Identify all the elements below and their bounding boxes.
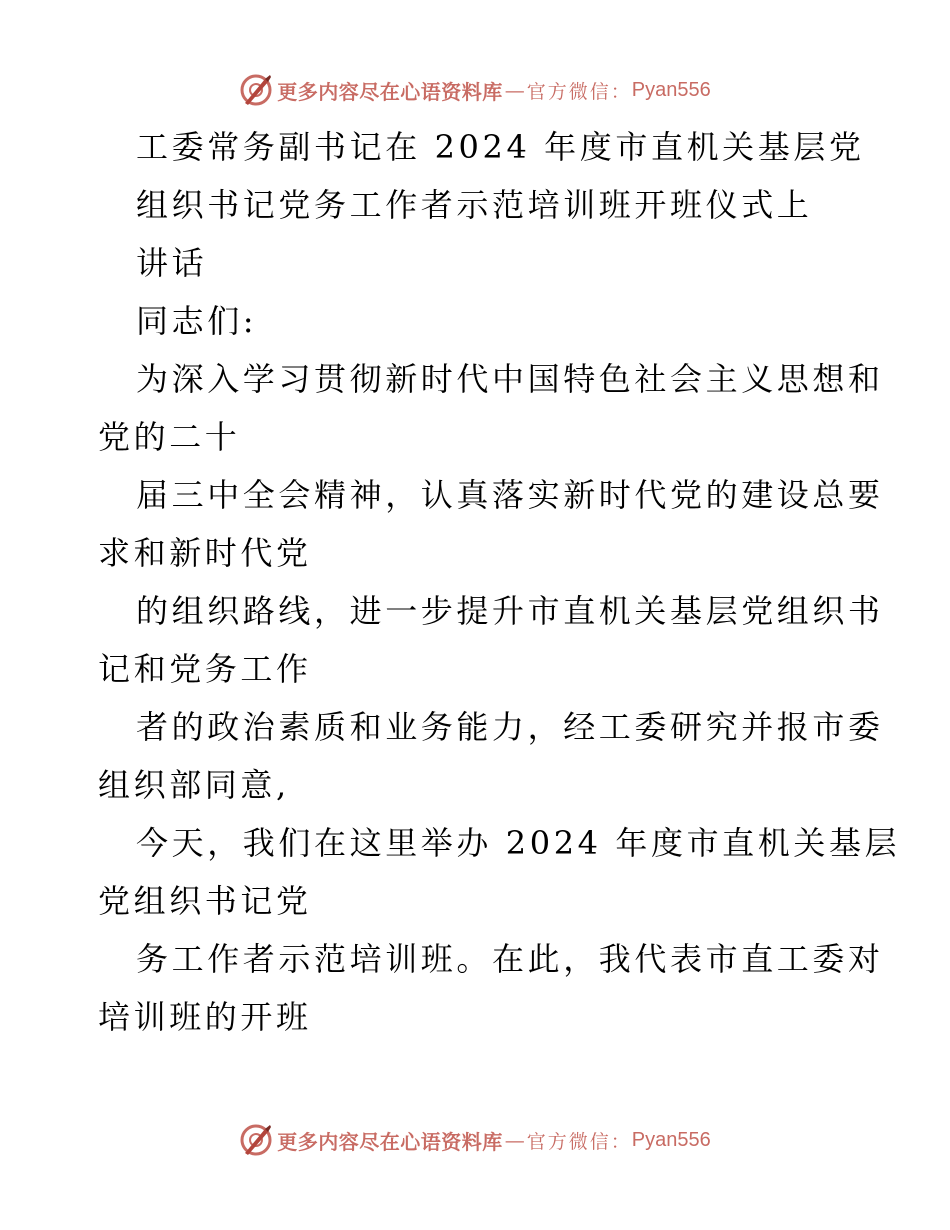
title-line: 工委常务副书记在 2024 年度市直机关基层党 bbox=[136, 128, 865, 166]
paragraph-line: 者的政治素质和业务能力，经工委研究并报市委 bbox=[136, 708, 884, 746]
watermark-dash: — bbox=[504, 1128, 525, 1152]
document-body bbox=[98, 118, 901, 1046]
paragraph-line: 组织部同意, bbox=[98, 766, 290, 804]
title-line: 讲话 bbox=[136, 244, 208, 282]
watermark-official-label: 官方微信： bbox=[526, 80, 632, 103]
watermark-handle: Pyan556 bbox=[631, 78, 711, 101]
pen-logo-icon bbox=[239, 1123, 273, 1157]
footer-watermark bbox=[0, 1120, 950, 1160]
watermark-promo-text: 更多内容尽在心语资料库 bbox=[277, 1129, 503, 1154]
paragraph-line: 党的二十 bbox=[98, 418, 241, 456]
paragraph-line: 今天，我们在这里举办 2024 年度市直机关基层 bbox=[136, 824, 901, 862]
paragraph-line: 的组织路线，进一步提升市直机关基层党组织书 bbox=[136, 592, 884, 630]
title-line: 组织书记党务工作者示范培训班开班仪式上 bbox=[136, 186, 813, 224]
watermark-handle: Pyan556 bbox=[631, 1128, 711, 1151]
pen-logo-icon bbox=[239, 73, 273, 107]
greeting: 同志们: bbox=[136, 302, 258, 340]
paragraph-line: 届三中全会精神，认真落实新时代党的建设总要 bbox=[136, 476, 884, 514]
watermark-official-label: 官方微信： bbox=[526, 1130, 632, 1153]
paragraph-line: 记和党务工作 bbox=[98, 650, 312, 688]
watermark-promo-text: 更多内容尽在心语资料库 bbox=[277, 79, 503, 104]
paragraph-line: 求和新时代党 bbox=[98, 534, 312, 572]
watermark-dash: — bbox=[504, 78, 525, 102]
paragraph-line: 务工作者示范培训班。在此，我代表市直工委对 bbox=[136, 940, 884, 978]
paragraph-line: 为深入学习贯彻新时代中国特色社会主义思想和 bbox=[136, 360, 884, 398]
paragraph-line: 培训班的开班 bbox=[98, 998, 312, 1036]
paragraph-line: 党组织书记党 bbox=[98, 882, 312, 920]
header-watermark bbox=[0, 70, 950, 110]
